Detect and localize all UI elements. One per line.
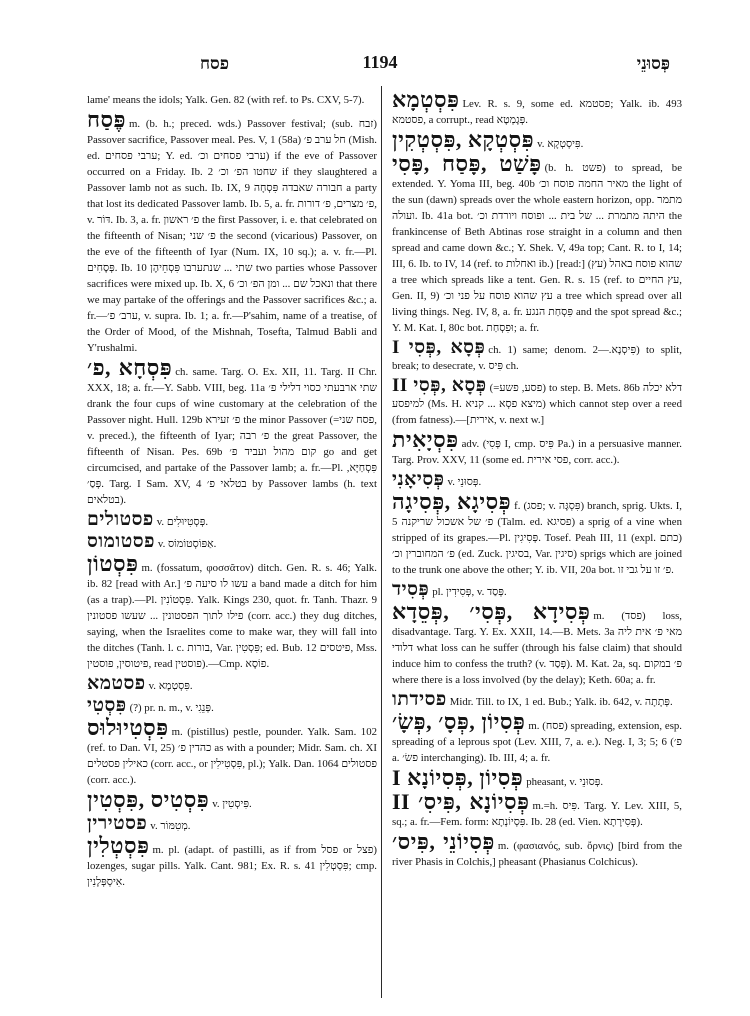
entry-text: v. פְּסוּנֵי.	[447, 476, 482, 488]
entry-headword: פִּסְיָאִית	[392, 427, 459, 452]
entry-text: m. (fossatum, φοσσᾶτον) ditch. Gen. R. s. 46; Yalk. ib. 82 [read with Ar.] עשו לו סיעה פ׳ a band made a ditch for him (as a trap).—Pl. פִּסְטוֹנִין. Yalk. Kings 230, quot. fr. Tanh. Thazr. 9 פילו לתוך הפסטונין ... שעשו פסטונין (corr. acc.) they dug ditches, saying, when the Israelites come to make war, they will fall into the ditches (Tanh. l. c. בורות, Var. פִּסְטִין; ed. Bub. 12 פיטסים, Mss. פיטוסין, פוסטין, read פוסטין).—Cmp. פוֹסָא.	[87, 562, 377, 670]
entry-headword: פִּסְטִי	[87, 695, 127, 716]
right-column	[392, 87, 683, 874]
entry-text: m.=h. פִּיס. Targ. Y. Lev. XIII, 5, sq.; a. fr.—Fem. form: פִּסְיוֹנְתָא. Ib. 28 (ed. Vien. פְּסִירָתָא).	[392, 800, 683, 828]
entry-text: m. pl. (adapt. of pastilli, as if from פסל or פצל) lozenges, sugar pills. Yalk. Cant. 981; Ex. R. s. 41 פִּסְטְלִין; cmp. אִיסְפְּלָנִין.	[87, 844, 377, 888]
entry-text: Midr. Till. to IX, 1 ed. Bub.; Yalk. ib. 642, v. פְּתָתָה.	[449, 696, 673, 708]
entry	[392, 127, 682, 152]
entry-text: m. (pistillus) pestle, pounder. Yalk. Sam. 102 (ref. to Dan. VI, 25) כהדין פ׳ as with a pounder; Midr. Sam. ch. XI כאילין פסטלים (corr. acc., or פִּסְטִילִין, pl.); Yalk. Dan. 1064 פסטולים (corr. acc.).	[87, 726, 378, 786]
entry-headword: פִּסְטְקָא ,פִּסְטְקִין	[392, 127, 535, 152]
entry	[87, 531, 377, 552]
entry-text: v. מְטִמּוֹר.	[150, 820, 191, 832]
entry-text: m. (b. h.; preced. wds.) Passover festival; (sub. זבח) Passover sacrifice, Passover meal. Pes. V, 1 (58a) חל ערב פ׳ (Mish. ed. ערבי פסחים; Y. ed. ערבי פסחים וכ׳) if the eve of Passover occurred on a Friday. Ib. 2 שחטו הפ׳ וכ׳ if they slaughtered a Passover lamb not as such. Ib. IX, 9 חבורה שאבדה פִּסְחָה a party that lost its dedicated Passover lamb. Ib. 5, a. fr. פ׳ מצרים, פ׳ דורות, v. דּוֹר. Ib. 3, a. fr. פ׳ ראשון the first Passover, i. e. that celebrated on the fifteenth of Nisan; פ׳ שני the second (vicarious) Passover, on the eve of the fifteenth of Iyar (Num. IX, 10 sq.); a. v. fr.—Pl. פְּסָחִים. Ib. 10 שתי ... שנתערבו פִּסְחֵיהֶן two parties whose Passover sacrifices were mixed up. Ib. X, 6 ונאכל שם ... ומן הפ׳ וכ׳ that there we may partake of the offerings and the Passover sacrifices &c.; a. fr.—ערב׳ פ׳, v. supra. Ib. 1; a. fr.—P'sahim, name of a treatise, of the Order of Mood, of the Mishnah, Tosefta, Talmud Babli and Y'rushalmi.	[87, 118, 378, 354]
entry	[392, 375, 683, 428]
entry	[392, 579, 682, 600]
entry	[87, 355, 377, 508]
entry	[87, 673, 377, 694]
entry-headword: פִּסְחָא ,פ׳	[87, 355, 173, 380]
entry-headword: פְּסִיוֹנָא ,פִּיסִ׳ II	[392, 789, 530, 814]
entry	[87, 833, 377, 890]
header-right-guideword: פְּסוּנֵי	[636, 54, 670, 73]
entry-text: (=פסע, פשע) to step. B. Mets. 86b דלא יכלה למיפסע (Ms. H. מיצא פסְא ... קניא) which cannot step over a reed (from fatness).—[אירית, v. next w.]	[392, 382, 683, 426]
entry	[392, 829, 682, 870]
entry	[87, 107, 378, 356]
entry-text: v. פִּיסְטִין.	[212, 798, 252, 810]
entry	[392, 689, 682, 710]
entry-text: m. (φασιανός, sub. ὄρνις) [bird from the river Phasis in Colchis,] pheasant (Phasianus Colchicus).	[392, 840, 682, 868]
entry	[392, 765, 682, 790]
entry-text: adv. (פְּסִי I, cmp. פִּיס Pa.) in a persuasive manner. Targ. Prov. XXV, 11 (some ed. פסי אירית, corr. acc.).	[392, 438, 682, 466]
entry-headword: פְּסִיאָנִי	[392, 469, 445, 490]
entry-headword: פָּשַׁט ,פָּסַח ,פָּסִי	[392, 151, 542, 176]
entry-text: ch. same. Targ. O. Ex. XII, 11. Targ. II Chr. XXX, 18; a. fr.—Y. Sabb. VIII, beg. 11a שתי ארבעתי כסוי דלילי פ׳ drank the four cups of wine customary at the celebration of the Passover night. Hull. 129b פ׳ זעירא the minor Passover (=פסח שני, v. preced.), the fifteenth of Iyar; פ׳ רבה the great Passover, the fifteenth of Nisan. Pes. 69b קום מהול ועביד פ׳ go and get circumcised, and partake of the Passover lamb; a. fr.—Pl. פִּסְחַיָּא, פְּסַ׳. Targ. I Sam. XV, 4 בטלאי פ׳ by Passover lambs (h. text בטלאים).	[87, 366, 377, 506]
entry-headword: פִּסְטִיוּלוּס	[87, 715, 169, 740]
page-number: 1194	[362, 52, 398, 72]
entry-text: f. (פסג; v. פִּסְגָּה) branch, sprig. Ukts. I, 5 פ׳ של אשכול שריקנה (Talm. ed. פסיגא) a sprig of a vine when stripped of its grapes.—Pl. פְּסִיגִין. Tosef. Peah III, 11 (expl. כתם) פ׳ המחוברין וכ׳ (ed. Zuck. בסיגין, Var. סיגין) sprigs which are joined to the trunk one above the other; Y. ib. VII, 20a bot. פ׳ זו על גבי זו.	[392, 500, 683, 576]
entry-text: m. (פסד) loss, disadvantage. Targ. Y. Ex. XXII, 14.—B. Mets. 3a מאי פ׳ אית ליה דלודי what loss can he suffer (through his false claim) that should induce him to confess the truth? (v. פְּסַד). M. Kat. 2a, sq. פ׳ במקום where there is a loss involved (by the delay); Keth. 60a; a. fr.	[392, 610, 682, 686]
entry-text: Lev. R. s. 9, some ed. פסטמא; Yalk. ib. 493 פסטמא, a corrupt., read פְּגָמְטָא.	[392, 98, 683, 126]
entry	[87, 509, 377, 530]
entry-headword: פְּסִיוֹן ,פְּסִיוֹנָא I	[392, 765, 524, 790]
entry-headword: פִּסְטְלִין	[87, 833, 150, 858]
entry	[392, 87, 683, 128]
entry	[392, 599, 682, 688]
header-left-guideword: פסח	[200, 54, 229, 73]
entry-headword: פְּסִיגָא ,פְּסִיגָה	[392, 489, 512, 514]
entry	[87, 715, 378, 788]
entry	[392, 151, 683, 336]
entry-headword: פִּסְטוֹן	[87, 551, 139, 576]
entry	[87, 551, 377, 672]
entry-headword: פְּסִיוֹן ,פְּסָ׳ ,פְּשָׂ׳	[392, 709, 526, 734]
entry-headword: פִּסְטִיס ,פִּסְטִין	[87, 787, 210, 812]
column-divider	[381, 86, 382, 998]
entry-headword: פסטמא	[87, 673, 146, 694]
entry-headword: פְּסָא ,פְּסִי I	[392, 337, 486, 358]
entry	[392, 427, 682, 468]
left-column	[87, 92, 377, 894]
entry-headword: פסטולים	[87, 509, 154, 530]
running-header	[90, 52, 670, 78]
entry	[392, 489, 683, 578]
entry-headword: פֶּסַח	[87, 107, 127, 132]
entry-text: v. פְּסְטִיוּלִים.	[156, 516, 209, 528]
entry	[87, 695, 377, 716]
entry	[392, 469, 682, 490]
entry-headword: פְּסִיד	[392, 579, 430, 600]
entry-headword: פְּסָא ,פְּסִי II	[392, 375, 487, 396]
entry	[392, 337, 682, 374]
entry-text: pheasant, v. פְּסוּנֵי.	[526, 776, 604, 788]
entry	[392, 789, 683, 830]
entry-headword: פסידתו	[392, 689, 447, 710]
entry-text: ch. 1) same; denom. פִּיסְנָא.—2) to split, break; to desecrate, v. פִּיס ch.	[392, 344, 682, 372]
entry-text: (b. h. פשט) to spread, be extended. Y. Yoma III, beg. 40b מאיר החמה פוסח וכ׳ the light of the sun (dawn) spreads over the whole eastern horizon, opp. מתמר ועולה. Ib. 41a bot. היתה מתמרת ... של בית ... ופוסח ויורדת וכ׳ the frankincense of Beth Abtinas rose straight in a column and then spread and came down &c.; Y. Shek. V, 49a top; Cant. R. to I, 14; III, 6. Ib. to IV, 14 (ref. to ואחלות ib.) [read:] (עץ) שהוא פוסח באהל a tree which spreads like a tent. Gen. R. s. 15 (ref. to עץ החיים, Gen. II, 9) עץ שהוא פוסח על פני וכ׳ a tree which spread over all living things. Neg. IV, 8, a. fr. פִּסְחַת הנגע and the spot spread &c.; Y. M. Kat. I, 80c bot. וּפִסְחַת; a. fr.	[392, 162, 683, 334]
entry-text: lame' means the idols; Yalk. Gen. 82 (with ref. to Ps. CXV, 5-7).	[87, 94, 365, 106]
entry	[87, 92, 377, 108]
entry-headword: פסטומוס	[87, 531, 155, 552]
entry-text: v. פִּיסְטְקָא.	[537, 138, 584, 150]
entry-text: pl. פְּסִידִין, v. פְּסַד.	[432, 586, 507, 598]
entry-text: (?) pr. n. m., v. פְּנֵגִי.	[129, 702, 214, 714]
entry	[87, 813, 377, 834]
entry-text: m. (פסח) spreading, extension, esp. spreading of a leprous spot (Lev. XIII, 7, a. e.). Neg. I, 3; 5; 6 (פ׳ a. פשׂ׳ interchanging). Ib. III, 4; a. fr.	[392, 720, 682, 764]
entry-headword: פְּסִיוֹנֵי ,פִּיס׳	[392, 829, 495, 854]
entry	[392, 709, 682, 766]
entry-text: v. פִּסְטְמָא.	[148, 680, 193, 692]
entry-headword: פסטירין	[87, 813, 148, 834]
entry-headword: פְּסִידָא ,פְּסִי׳ ,פְּסֵדָא	[392, 599, 591, 624]
entry-text: v. אַפּוֹסְטוֹמוֹס.	[157, 538, 217, 550]
entry-headword: פִּסְטְמָא	[392, 87, 460, 112]
entry	[87, 787, 377, 812]
